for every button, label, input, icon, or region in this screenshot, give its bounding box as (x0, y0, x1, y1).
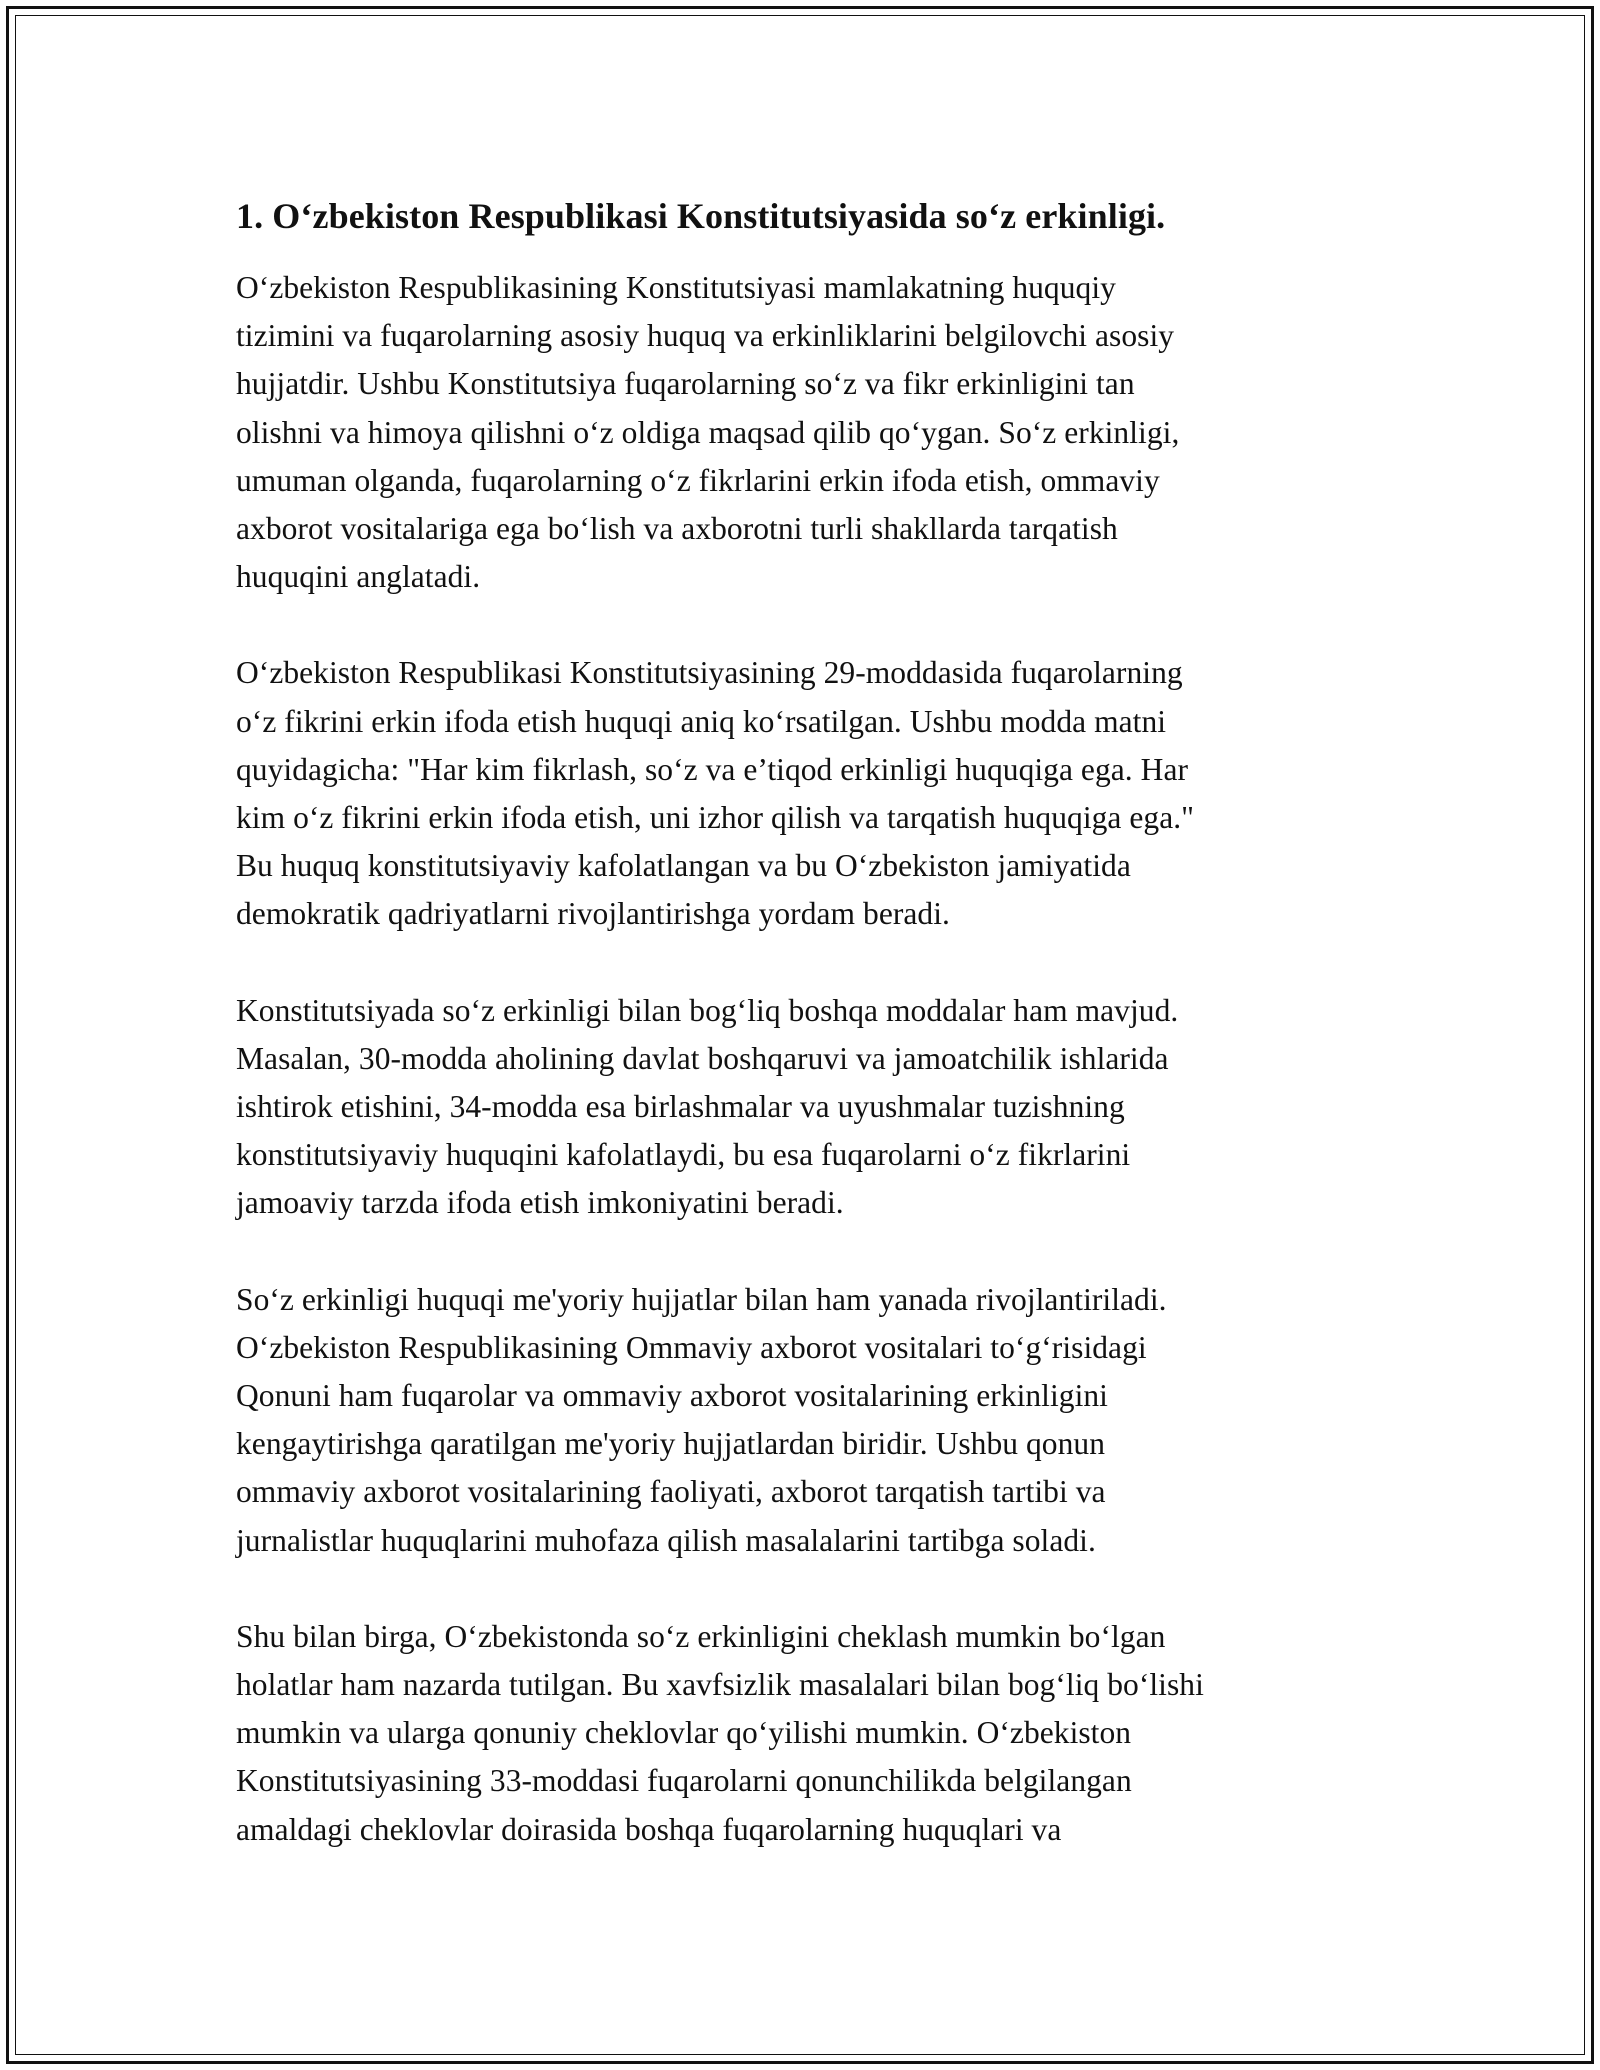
text-line: kengaytirishga qaratilgan me'yoriy hujjatlardan biridir. Ushbu qonun (236, 1426, 1106, 1462)
text-line: huquqini anglatadi. (236, 559, 481, 595)
text-line: O‘zbekiston Respublikasining Konstitutsiyasi mamlakatning huquqiy (236, 270, 1116, 305)
paragraph-1 (236, 264, 1366, 601)
text-line: olishni va himoya qilishni o‘z oldiga maqsad qilib qo‘ygan. So‘z erkinligi, (236, 414, 1180, 450)
paragraph-3 (236, 987, 1366, 1228)
text-line: umuman olganda, fuqarolarning o‘z fikrlarini erkin ifoda etish, ommaviy (236, 462, 1160, 498)
text-line: So‘z erkinligi huquqi me'yoriy hujjatlar bilan ham yanada rivojlantiriladi. (236, 1281, 1167, 1317)
text-line: demokratik qadriyatlarni rivojlantirishga yordam beradi. (236, 896, 950, 932)
document-body (236, 188, 1366, 1902)
text-line: ishtirok etishini, 34-modda esa birlashmalar va uyushmalar tuzishning (236, 1089, 1125, 1125)
text-line: jamoaviy tarzda ifoda etish imkoniyatini beradi. (236, 1185, 844, 1221)
text-line: kim o‘z fikrini erkin ifoda etish, uni izhor qilish va tarqatish huquqiga ega." (236, 800, 1195, 836)
text-line: holatlar ham nazarda tutilgan. Bu xavfsizlik masalalari bilan bog‘liq bo‘lishi (236, 1667, 1204, 1703)
text-line: axborot vositalariga ega bo‘lish va axborotni turli shakllarda tarqatish (236, 511, 1118, 547)
text-line: mumkin va ularga qonuniy cheklovlar qo‘yilishi mumkin. O‘zbekiston (236, 1715, 1132, 1751)
text-line: konstitutsiyaviy huquqini kafolatlaydi, bu esa fuqarolarni o‘z fikrlarini (236, 1137, 1131, 1173)
text-line: Konstitutsiyada so‘z erkinligi bilan bog‘liq boshqa moddalar ham mavjud. (236, 992, 1179, 1028)
text-line: quyidagicha: "Har kim fikrlash, so‘z va e’tiqod erkinligi huquqiga ega. Har (236, 751, 1189, 787)
text-line: hujjatdir. Ushbu Konstitutsiya fuqarolarning so‘z va fikr erkinligini tan (236, 366, 1135, 402)
text-line: Masalan, 30-modda aholining davlat boshqaruvi va jamoatchilik ishlarida (236, 1040, 1169, 1076)
text-line: ommaviy axborot vositalarining faoliyati, axborot tarqatish tartibi va (236, 1474, 1106, 1510)
paragraph-2 (236, 649, 1366, 938)
text-line: O‘zbekiston Respublikasining Ommaviy axborot vositalari to‘g‘risidagi (236, 1329, 1147, 1365)
text-line: Bu huquq konstitutsiyaviy kafolatlangan va bu O‘zbekiston jamiyatida (236, 848, 1131, 884)
text-line: tizimini va fuqarolarning asosiy huquq va erkinliklarini belgilovchi asosiy (236, 318, 1175, 354)
text-line: o‘z fikrini erkin ifoda etish huquqi aniq ko‘rsatilgan. Ushbu modda matni (236, 703, 1167, 739)
text-line: Qonuni ham fuqarolar va ommaviy axborot vositalarining erkinligini (236, 1378, 1108, 1414)
paragraph-4 (236, 1276, 1366, 1565)
text-line: O‘zbekiston Respublikasi Konstitutsiyasining 29-moddasida fuqarolarning (236, 655, 1183, 691)
text-line: Shu bilan birga, O‘zbekistonda so‘z erkinligini cheklash mumkin bo‘lgan (236, 1618, 1166, 1654)
text-line: amaldagi cheklovlar doirasida boshqa fuqarolarning huquqlari va (236, 1811, 1062, 1847)
document-title: 1. O‘zbekiston Respublikasi Konstitutsiyasida so‘z erkinligi. (236, 196, 1166, 236)
text-line: Konstitutsiyasining 33-moddasi fuqarolarni qonunchilikda belgilangan (236, 1763, 1132, 1799)
paragraph-5 (236, 1613, 1366, 1854)
text-line: jurnalistlar huquqlarini muhofaza qilish masalalarini tartibga soladi. (236, 1522, 1096, 1558)
